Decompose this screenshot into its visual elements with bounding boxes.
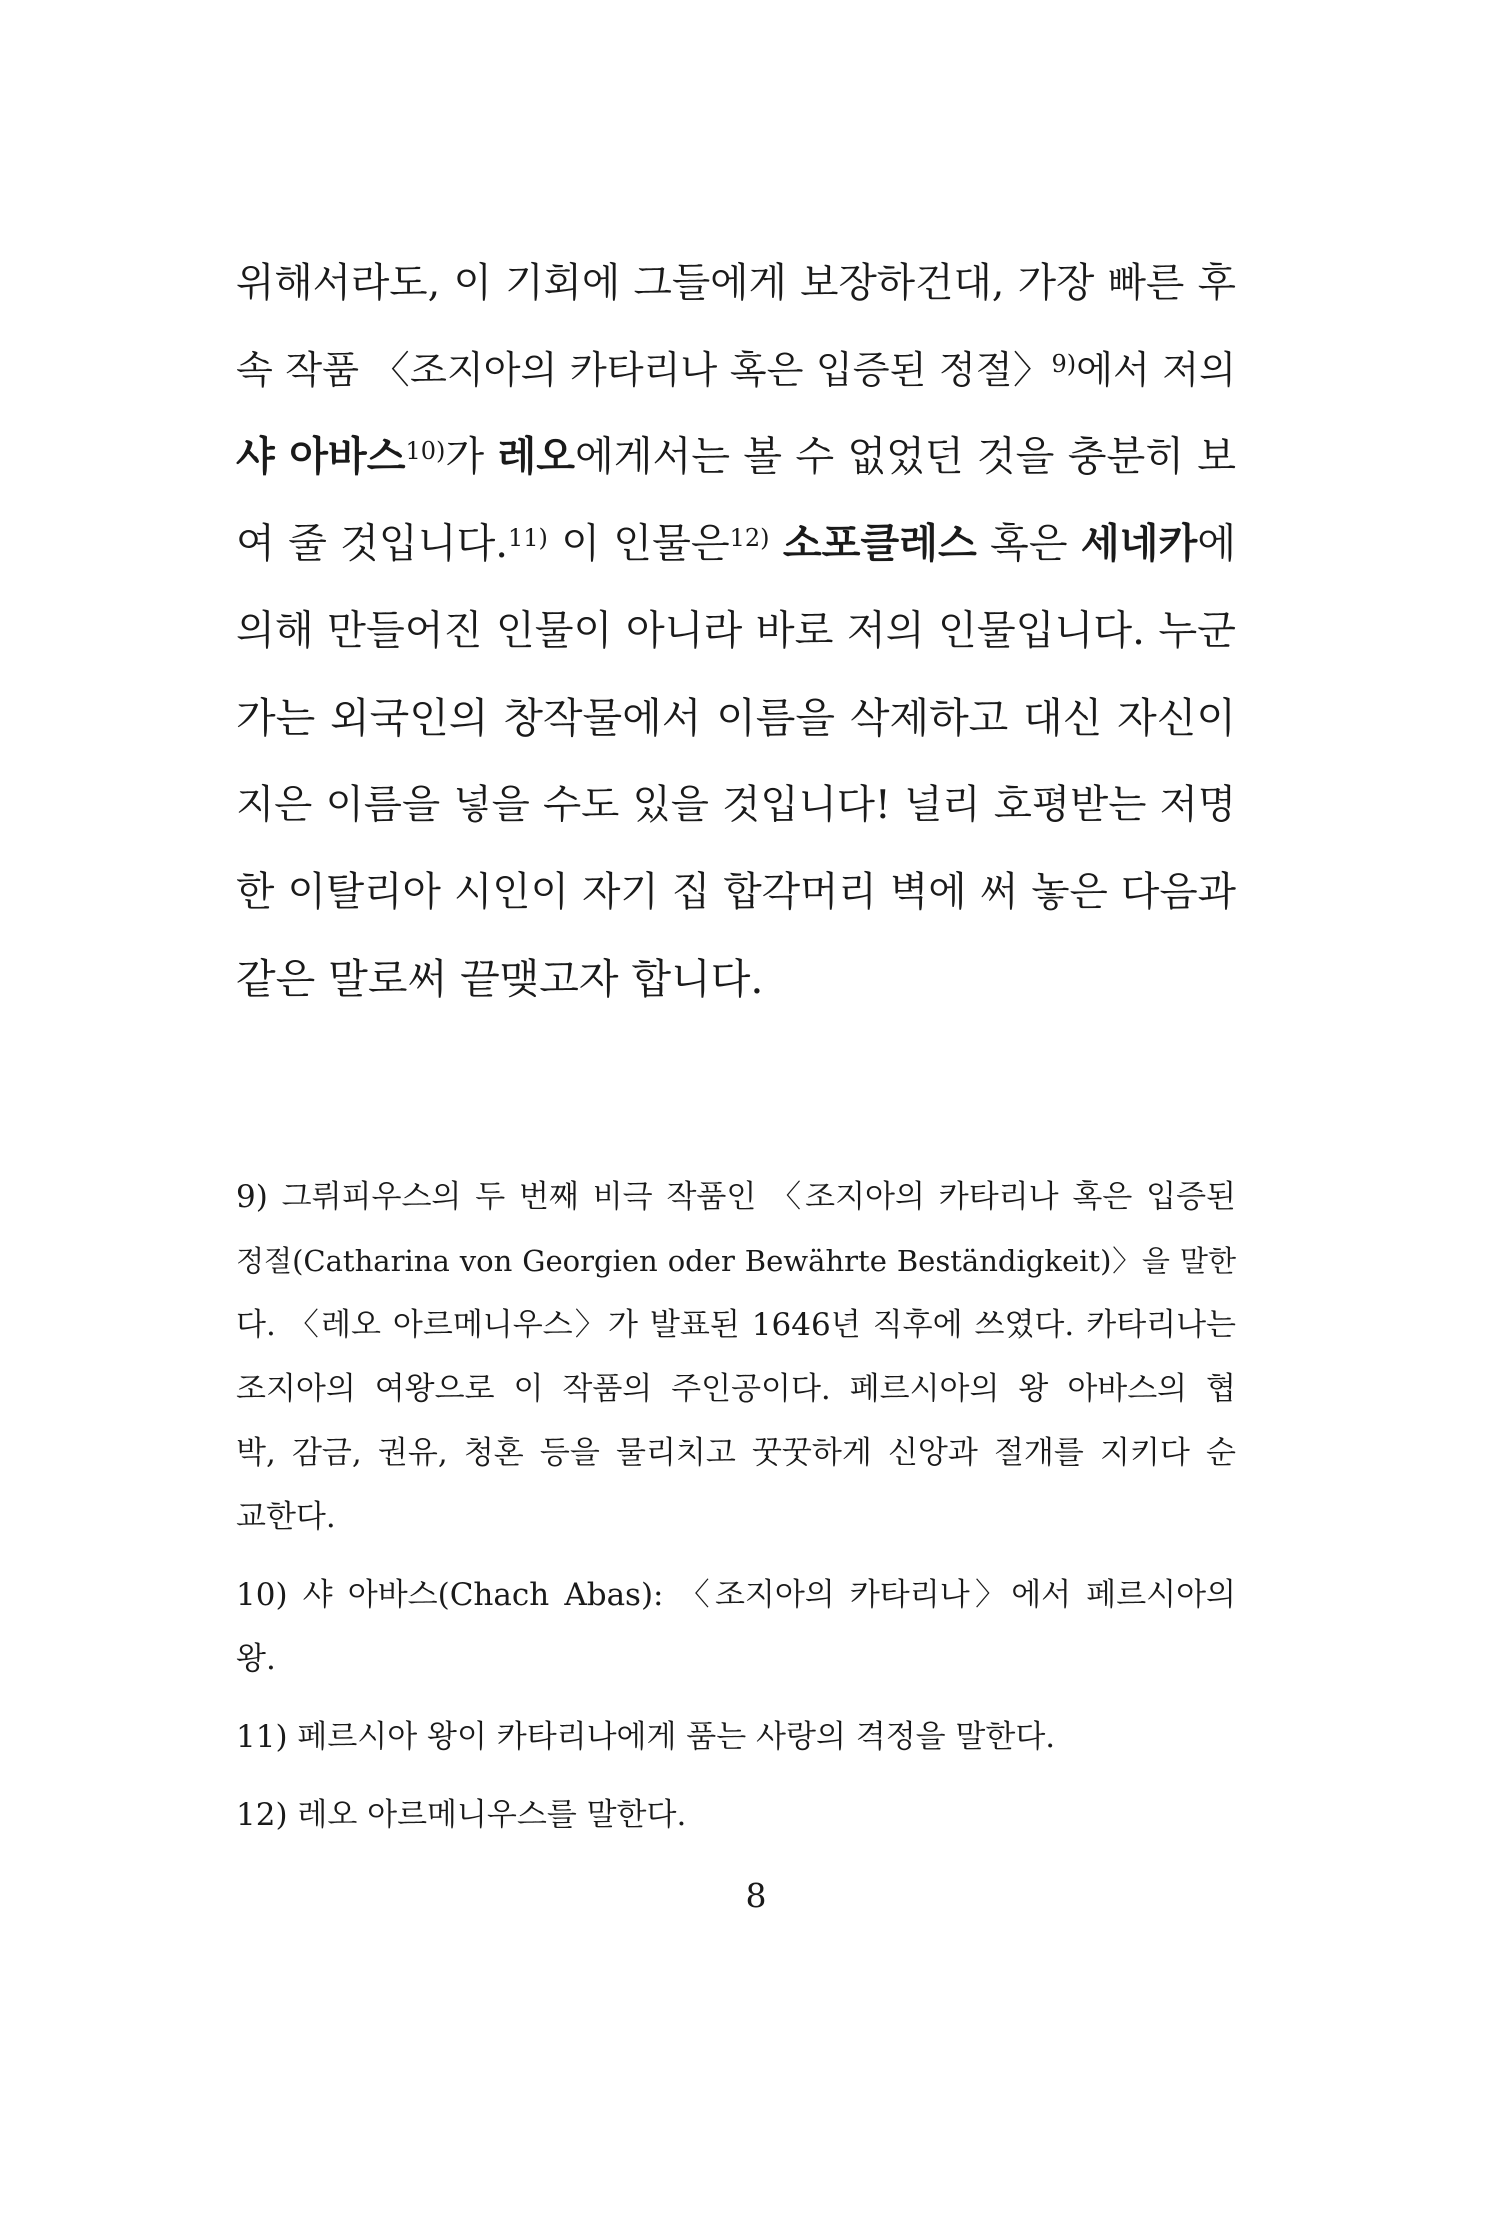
body-text-span: 속 작품 〈조지아의 카타리나 혹은 입증된 정절〉: [236, 348, 1052, 392]
page-number: 8: [745, 1876, 767, 1915]
footnote-ref-10: 10): [405, 437, 446, 465]
footnote-ref-11: 11): [508, 524, 548, 552]
footnote-line: 10) 샤 아바스(Chach Abas): 〈조지아의 카타리나〉에서 페르시아의: [236, 1577, 1236, 1613]
body-line: 위해서라도, 이 기회에 그들에게 보장하건대, 가장 빠른 후: [236, 260, 1236, 306]
body-text-span: 가: [445, 434, 498, 480]
footnote-line: 11) 페르시아 왕이 카타리나에게 품는 사랑의 격정을 말한다.: [236, 1719, 1056, 1755]
footnote-9: [236, 1165, 1236, 1549]
footnotes: [236, 1165, 1236, 1861]
footnote-line: 왕.: [236, 1641, 276, 1677]
footnote-ref-9: 9): [1051, 350, 1077, 378]
body-line: 한 이탈리아 시인이 자기 집 합각머리 벽에 써 놓은 다음과: [236, 869, 1236, 915]
body-line: [236, 327, 1236, 414]
footnote-line: 정절(Catharina von Georgien oder Bewährte Beständigkeit)〉을 말한: [236, 1244, 1236, 1278]
body-text-span: 여 줄 것입니다.: [236, 521, 509, 567]
footnote-line: 교한다.: [236, 1499, 336, 1535]
footnote-12: [236, 1783, 1236, 1847]
footnote-line: 다. 〈레오 아르메니우스〉가 발표된 1646년 직후에 쓰였다. 카타리나는: [236, 1307, 1236, 1343]
body-text-span: 에게서는 볼 수 없었던 것을 충분히 보: [574, 434, 1237, 480]
body-text-span: [770, 521, 783, 567]
footnote-line: 박, 감금, 권유, 청혼 등을 물리치고 꿋꿋하게 신앙과 절개를 지키다 순: [236, 1435, 1236, 1471]
footnote-line: 9) 그뤼피우스의 두 번째 비극 작품인 〈조지아의 카타리나 혹은 입증된: [236, 1179, 1236, 1215]
main-text: [236, 240, 1236, 1023]
footnote-11: [236, 1705, 1236, 1769]
body-line: [236, 414, 1236, 501]
body-line: 같은 말로써 끝맺고자 합니다.: [236, 955, 764, 1003]
body-line: 지은 이름을 넣을 수도 있을 것입니다! 널리 호평받는 저명: [236, 782, 1236, 828]
body-line: [236, 501, 1236, 588]
body-line: 의해 만들어진 인물이 아니라 바로 저의 인물입니다. 누군: [236, 608, 1236, 654]
footnote-10: [236, 1563, 1236, 1691]
bold-name-sophocles: 소포클레스: [782, 521, 977, 567]
footnote-line: 12) 레오 아르메니우스를 말한다.: [236, 1797, 687, 1833]
body-text-span: 에: [1197, 521, 1236, 567]
body-text-span: 에서 저의: [1076, 348, 1236, 392]
bold-name-leo: 레오: [497, 434, 575, 480]
body-line: 가는 외국인의 창작물에서 이름을 삭제하고 대신 자신이: [236, 694, 1236, 742]
footnote-ref-12: 12): [729, 524, 770, 552]
body-text-span: 이 인물은: [547, 521, 730, 567]
bold-name-shah-abbas: 샤 아바스: [236, 434, 406, 480]
bold-name-seneca: 세네카: [1080, 521, 1198, 567]
body-text-span: 혹은: [976, 521, 1081, 567]
footnote-line: 조지아의 여왕으로 이 작품의 주인공이다. 페르시아의 왕 아바스의 협: [236, 1371, 1236, 1407]
